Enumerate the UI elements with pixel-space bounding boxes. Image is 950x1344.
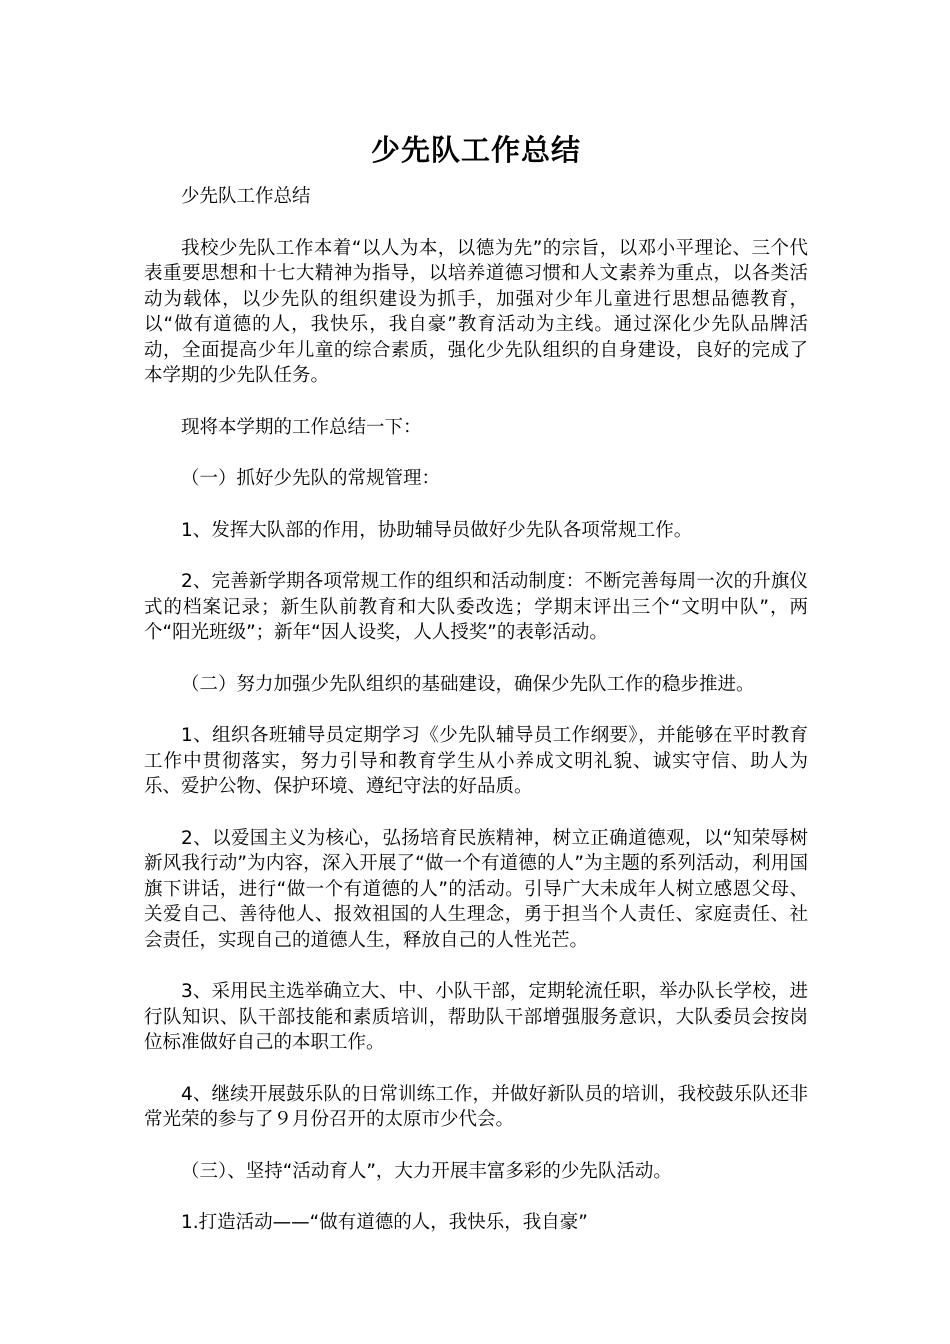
section-1-item-2: 2、完善新学期各项常规工作的组织和活动制度：不断完善每周一次的升旗仪式的档案记录；新生队前教育和大队委改选；学期末评出三个“文明中队”，两个“阳光班级”；新年“因人设奖，人人授奖”的表彰活动。 [144,571,808,643]
section-2-item-4: 4、继续开展鼓乐队的日常训练工作，并做好新队员的培训，我校鼓乐队还非常光荣的参与了９月份召开的太原市少代会。 [144,1083,808,1130]
section-1-item-1: 1、发挥大队部的作用，协助辅导员做好少先队各项常规工作。 [181,519,693,541]
section-3-item-1: 1.打造活动——“做有道德的人，我快乐，我自豪” [181,1212,588,1233]
section-heading-3: （三）、坚持“活动育人”，大力开展丰富多彩的少先队活动。 [181,1160,672,1182]
document-page [144,128,808,1262]
section-heading-2: （二）努力加强少先队组织的基础建设，确保少先队工作的稳步推进。 [181,673,755,695]
document-title: 少先队工作总结 [370,133,581,167]
section-heading-1: （一）抓好少先队的常规管理： [181,468,441,489]
document-subtitle: 少先队工作总结 [181,186,311,207]
summary-lead-paragraph: 现将本学期的工作总结一下： [181,416,422,438]
section-2-item-2: 2、以爱国主义为核心，弘扬培育民族精神，树立正确道德观，以“知荣辱树新风我行动”为内容，深入开展了“做一个有道德的人”为主题的系列活动，利用国旗下讲话，进行“做一个有道德的人”的活动。引导广大未成年人树立感恩父母、关爱自己、善待他人、报效祖国的人生理念，勇于担当个人责任、家庭责任、社会责任，实现自己的道德人生，释放自己的人性光芒。 [144,827,808,951]
intro-paragraph: 我校少先队工作本着“以人为本，以德为先”的宗旨，以邓小平理论、三个代表重要思想和十七大精神为指导，以培养道德习惯和人文素养为重点，以各类活动为载体，以少先队的组织建设为抓手，加强对少年儿童进行思想品德教育，以“做有道德的人，我快乐，我自豪”教育活动为主线。通过深化少先队品牌活动，全面提高少年儿童的综合素质，强化少先队组织的自身建设，良好的完成了本学期的少先队任务。 [144,237,808,386]
section-2-item-1: 1、组织各班辅导员定期学习《少先队辅导员工作纲要》，并能够在平时教育工作中贯彻落实，努力引导和教育学生从小养成文明礼貌、诚实守信、助人为乐、爱护公物、保护环境、遵纪守法的好品质。 [144,725,808,797]
section-2-item-3: 3、采用民主选举确立大、中、小队干部，定期轮流任职，举办队长学校，进行队知识、队干部技能和素质培训，帮助队干部增强服务意识，大队委员会按岗位标准做好自己的本职工作。 [144,981,808,1053]
